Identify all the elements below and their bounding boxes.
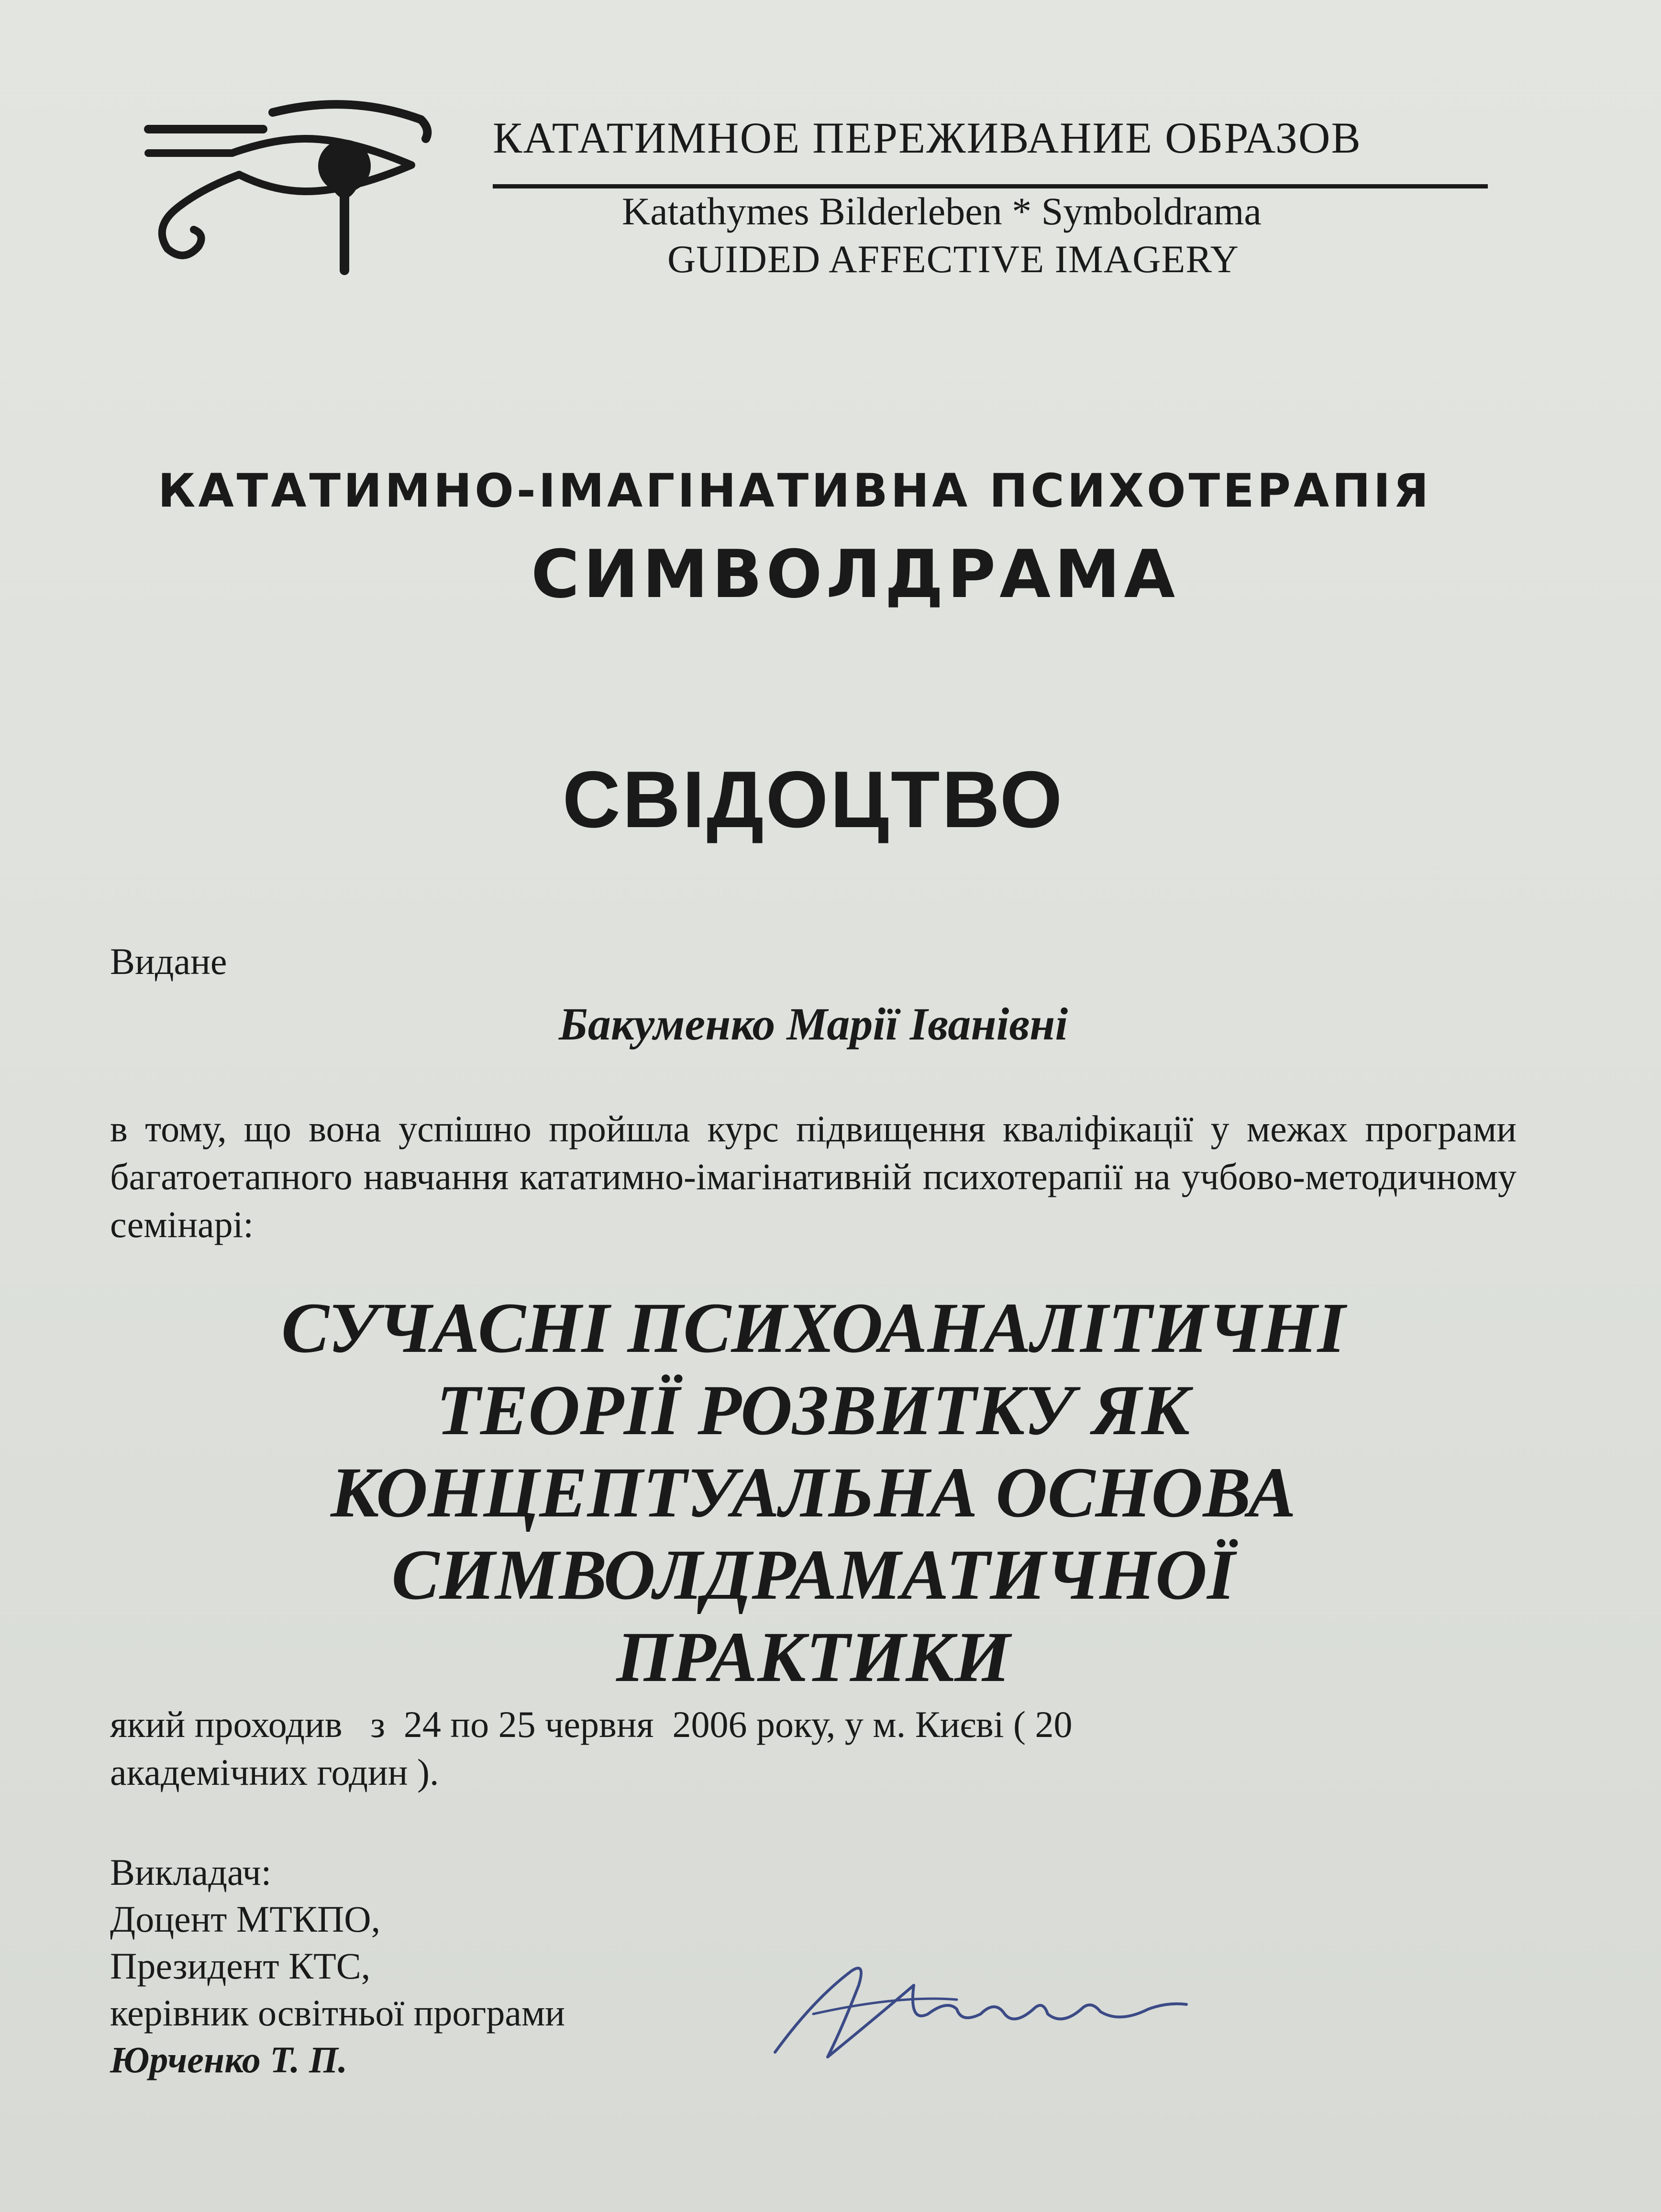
seminar-title [96,1287,1531,1698]
seminar-title-line: ТЕОРІЇ РОЗВИТКУ ЯК [436,1371,1190,1450]
teacher-position: Доцент МТКПО, [110,1898,381,1940]
certificate-body: в тому, що вона успішно пройшла курс підвищення кваліфікації у межах програми багатоетапного навчання кататимно-імагінативній психотерапії на учбово-методичному семінарі: [110,1108,1517,1245]
issued-label: Видане [110,940,227,982]
seminar-title-line: СУЧАСНІ ПСИХОАНАЛІТИЧНІ [281,1288,1346,1368]
seminar-title-line: КОНЦЕПТУАЛЬНА ОСНОВА [331,1453,1296,1532]
teacher-position: керівник освітньої програми [110,1992,565,2034]
certificate-title: СВІДОЦТВО [562,754,1064,844]
teacher-block [110,1849,780,2083]
program-subheading: СИМВОЛДРАМА [531,536,1179,613]
organization-subtitle-english: GUIDED AFFECTIVE IMAGERY [667,237,1239,281]
seminar-dates-line: який проходив з 24 по 25 червня 2006 року, у м. Києві ( 20 [110,1703,1073,1745]
title-underline [493,184,1488,188]
program-heading: КАТАТИМНО-ІМАГІНАТИВНА ПСИХОТЕРАПІЯ [158,464,1432,518]
seminar-dates [110,1701,1402,1796]
signature-icon [756,1942,1210,2071]
seminar-dates-line: академічних годин ). [110,1751,439,1793]
organization-title: КАТАТИМНОЕ ПЕРЕЖИВАНИЕ ОБРАЗОВ [493,113,1362,162]
seminar-title-line: СИМВОЛДРАМАТИЧНОЇ [391,1535,1235,1615]
recipient-name: Бакуменко Марії Іванівні [558,998,1068,1050]
teacher-position: Президент КТС, [110,1945,371,1987]
organization-subtitle: Katathymes Bilderleben * Symboldrama [622,189,1262,233]
teacher-label: Викладач: [110,1851,272,1893]
seminar-title-line: ПРАКТИКИ [616,1617,1010,1697]
teacher-name: Юрченко Т. П. [110,2039,348,2080]
eye-of-horus-icon [144,93,440,285]
